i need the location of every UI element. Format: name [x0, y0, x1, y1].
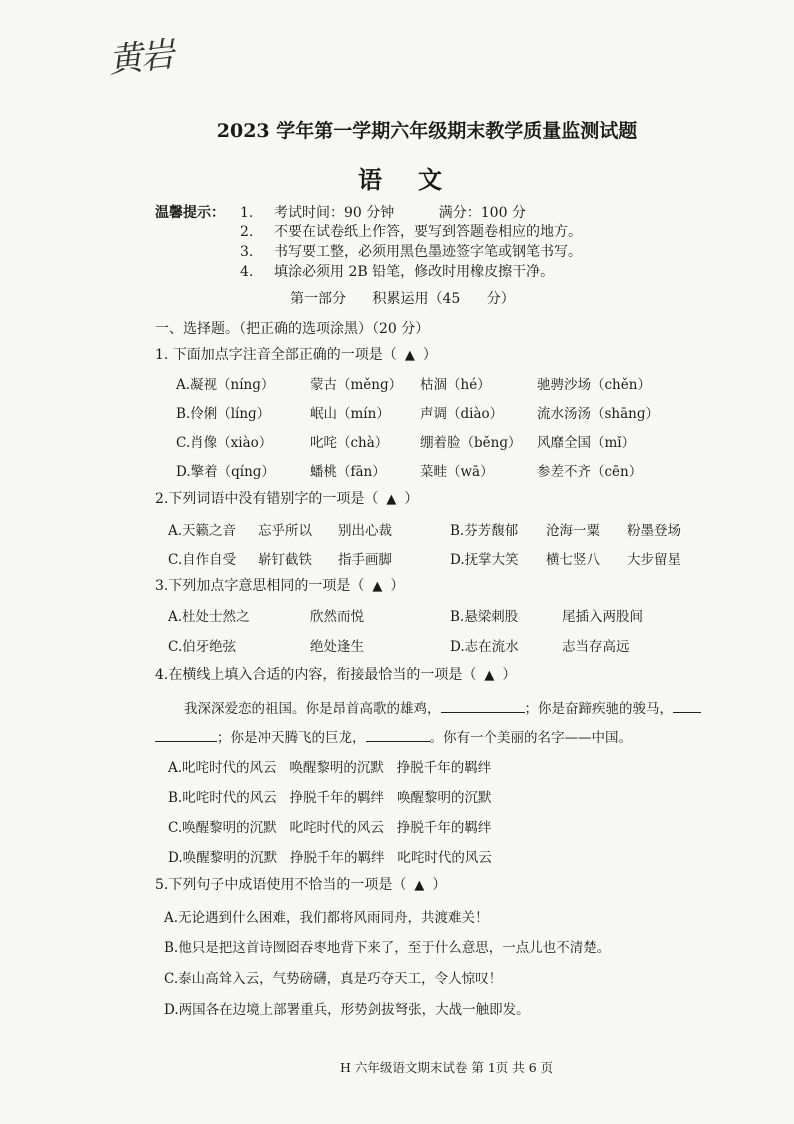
answer-blank: [673, 700, 701, 713]
question-stem: 2.下列词语中没有错别字的一项是（ ▲ ）: [155, 491, 419, 507]
option-cell: B.悬梁刺股: [450, 609, 519, 625]
option-cell: 大步留星: [627, 552, 681, 568]
option-cell: A.杜处士然之: [168, 609, 250, 625]
option-cell: D.擎着（qínɡ）: [176, 464, 275, 480]
option-line: C.泰山高耸入云，气势磅礴，真是巧夺天工，令人惊叹！: [164, 971, 503, 987]
option-cell: 声调（diào）: [420, 406, 504, 422]
option-cell: 蟠桃（fān）: [310, 464, 386, 480]
option-cell: 指手画脚: [338, 552, 392, 568]
option-line: C.唤醒黎明的沉默 叱咤时代的风云 挣脱千年的羁绊: [168, 820, 492, 836]
tip-item: 4. 填涂必须用 2B 铅笔，修改时用橡皮擦干净。: [240, 264, 555, 280]
option-line: A.叱咤时代的风云 唤醒黎明的沉默 挣脱千年的羁绊: [168, 760, 492, 776]
answer-triangle-icon: ▲: [386, 492, 397, 507]
exam-title: 2023 学年第一学期六年级期末教学质量监测试题: [216, 120, 638, 142]
part-title: 第一部分 积累运用（45 分）: [290, 291, 515, 307]
question-stem: 4.在横线上填入合适的内容，衔接最恰当的一项是（ ▲ ）: [155, 667, 517, 683]
option-cell: 别出心裁: [338, 523, 392, 539]
subject-title: 语文: [358, 165, 478, 194]
option-cell: D.抚掌大笑: [450, 552, 519, 568]
passage-line: ；你是冲天腾飞的巨龙， 。你有一个美丽的名字——中国。: [155, 726, 632, 746]
question-stem: 5.下列句子中成语使用不恰当的一项是（ ▲ ）: [155, 877, 447, 893]
option-cell: A.凝视（nínɡ）: [176, 377, 275, 393]
option-cell: 沧海一粟: [546, 523, 600, 539]
option-cell: 风靡全国（mǐ）: [537, 435, 636, 451]
tip-item: 2. 不要在试卷纸上作答，要写到答题卷相应的地方。: [240, 224, 582, 240]
option-cell: 绝处逢生: [310, 639, 364, 655]
option-line: B.叱咤时代的风云 挣脱千年的羁绊 唤醒黎明的沉默: [168, 790, 492, 806]
question-stem: 1. 下面加点字注音全部正确的一项是（ ▲ ）: [155, 347, 437, 363]
tip-item: 3. 书写要工整，必须用黑色墨迹签字笔或钢笔书写。: [240, 244, 582, 260]
option-cell: 欣然而悦: [310, 609, 364, 625]
option-cell: 绷着脸（běnɡ）: [420, 435, 522, 451]
option-line: A.无论遇到什么困难，我们都将风雨同舟，共渡难关！: [164, 910, 489, 926]
option-cell: 忘乎所以: [258, 523, 312, 539]
answer-triangle-icon: ▲: [484, 668, 495, 683]
question-stem: 3.下列加点字意思相同的一项是（ ▲ ）: [155, 578, 405, 594]
option-cell: 参差不齐（cēn）: [537, 464, 643, 480]
tips-label: 温馨提示：: [155, 205, 225, 221]
option-cell: D.志在流水: [450, 639, 519, 655]
option-cell: C.自作自受: [168, 552, 237, 568]
tip-item: 1. 考试时间：90 分钟 满分：100 分: [240, 205, 526, 221]
page-footer: H 六年级语文期末试卷 第 1页 共 6 页: [340, 1060, 554, 1075]
answer-blank: [155, 729, 217, 742]
option-cell: A.天籁之音: [168, 523, 237, 539]
answer-triangle-icon: ▲: [372, 579, 383, 594]
option-cell: C.肖像（xiào）: [176, 435, 273, 451]
option-cell: 菜畦（wā）: [420, 464, 494, 480]
option-line: D.两国各在边境上部署重兵，形势剑拔弩张，大战一触即发。: [164, 1002, 530, 1018]
option-cell: 尾插入两股间: [562, 609, 643, 625]
option-cell: 驰骋沙场（chěn）: [537, 377, 651, 393]
option-cell: 岷山（mín）: [310, 406, 390, 422]
option-cell: 叱咤（chà）: [310, 435, 389, 451]
option-cell: 志当存高远: [562, 639, 630, 655]
answer-blank: [441, 700, 525, 713]
option-cell: B.伶俐（línɡ）: [176, 406, 271, 422]
option-cell: 枯涸（hé）: [420, 377, 491, 393]
answer-triangle-icon: ▲: [404, 348, 415, 363]
option-cell: 流水汤汤（shānɡ）: [537, 406, 660, 422]
section-title: 一、选择题。（把正确的选项涂黑）（20 分）: [155, 321, 430, 337]
option-line: B.他只是把这首诗囫囵吞枣地背下来了，至于什么意思，一点儿也不清楚。: [164, 940, 611, 956]
option-cell: 蒙古（měnɡ）: [310, 377, 403, 393]
handwritten-note: 黄岩: [106, 34, 175, 82]
answer-triangle-icon: ▲: [414, 878, 425, 893]
option-cell: B.芬芳馥郁: [450, 523, 519, 539]
option-cell: C.伯牙绝弦: [168, 639, 237, 655]
option-cell: 崭钉截铁: [258, 552, 312, 568]
option-line: D.唤醒黎明的沉默 挣脱千年的羁绊 叱咤时代的风云: [168, 850, 492, 866]
passage-line: 我深深爱恋的祖国。你是昂首高歌的雄鸡， ；你是奋蹄疾驰的骏马，: [184, 697, 701, 717]
option-cell: 横七竖八: [546, 552, 600, 568]
answer-blank: [366, 729, 430, 742]
option-cell: 粉墨登场: [627, 523, 681, 539]
